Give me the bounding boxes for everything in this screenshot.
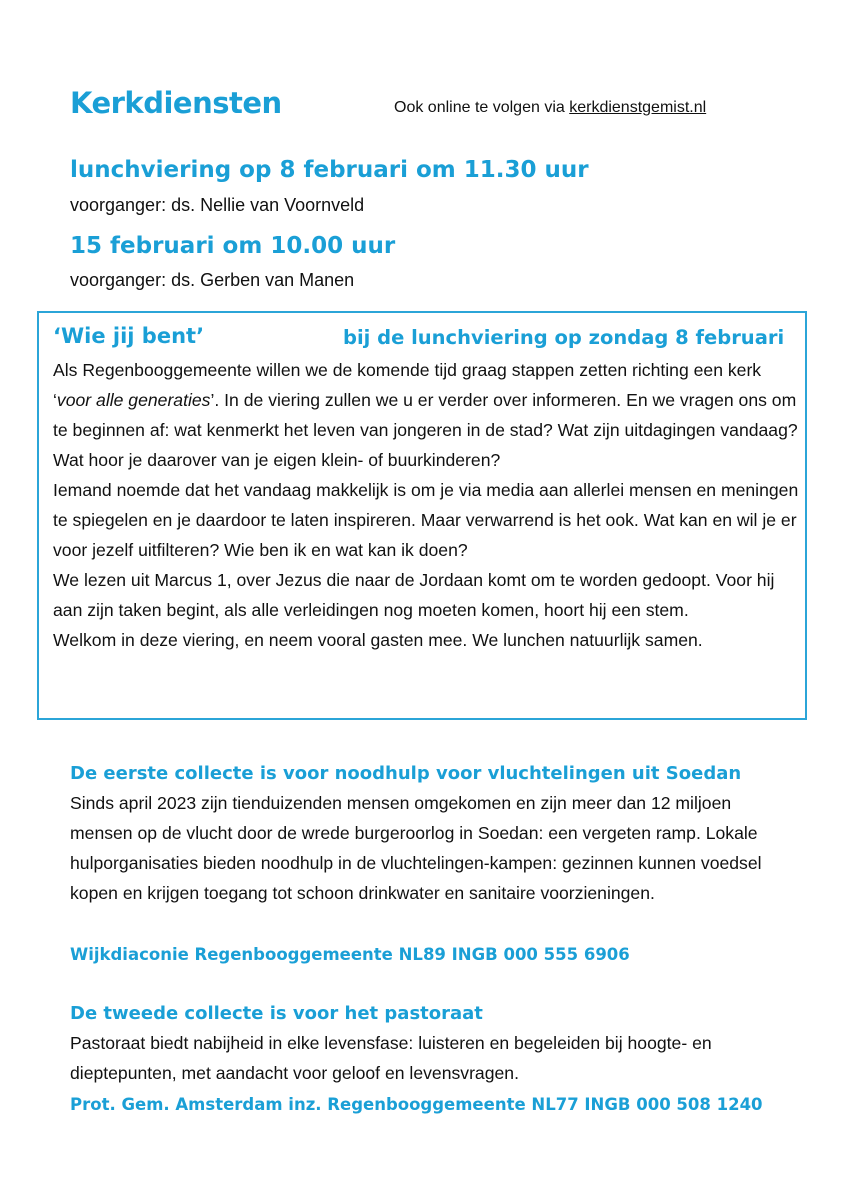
text: Pastoraat biedt nabijheid in elke levensfase: luisteren en begeleiden bij hoogte- en dieptepunten, met aandacht voor geloof en levensvragen. [70, 1033, 712, 1083]
kerkdienstgemist-link[interactable]: kerkdienstgemist.nl [569, 99, 707, 116]
collection-2-heading: De tweede collecte is voor het pastoraat [70, 1003, 483, 1024]
emphasis: voor alle generaties [56, 390, 211, 410]
page-title: Kerkdiensten [70, 86, 282, 120]
text: Als Regenbooggemeente willen we de komende tijd graag stappen zetten richting een kerk ‘ [53, 360, 762, 410]
box-paragraph-2: Iemand noemde dat het vandaag makkelijk is om je via media aan allerlei mensen en meningen te spiegelen en je daardoor te laten inspireren. Maar verwarrend is het ook. Wat kan en wil je er voor jezelf uitfilteren? Wie ben ik en wat kan ik doen? [53, 480, 799, 560]
box-paragraph-3: We lezen uit Marcus 1, over Jezus die naar de Jordaan komt om te worden gedoopt. Voor hij aan zijn taken begint, als alle verleidingen nog moeten komen, hoort hij een stem. [53, 570, 775, 620]
online-notice [394, 99, 706, 117]
service-preacher-2: voorganger: ds. Gerben van Manen [70, 270, 355, 290]
online-prefix: Ook online te volgen via [394, 99, 570, 116]
collection-1-heading: De eerste collecte is voor noodhulp voor vluchtelingen uit Soedan [70, 763, 742, 784]
collection-2-account: Prot. Gem. Amsterdam inz. Regenbooggemeente NL77 INGB 000 508 1240 [70, 1095, 763, 1114]
box-title: ‘Wie jij bent’ [53, 324, 205, 348]
box-subtitle: bij de lunchviering op zondag 8 februari [343, 326, 785, 349]
text: Sinds april 2023 zijn tienduizenden mensen omgekomen en zijn meer dan 12 miljoen mensen op de vlucht door de wrede burgeroorlog in Soedan: een vergeten ramp. Lokale hulporganisaties bieden noodhulp in de vluchtelingen-kampen: gezinnen kunnen voedsel kopen en krijgen toegang tot schoon drinkwater en sanitaire voorzieningen. [70, 793, 762, 903]
box-paragraph-4: Welkom in deze viering, en neem vooral gasten mee. We lunchen natuurlijk samen. [53, 630, 703, 650]
box-body [53, 355, 803, 655]
service-heading-2: 15 februari om 10.00 uur [70, 233, 396, 259]
collection-1-account: Wijkdiaconie Regenbooggemeente NL89 INGB 000 555 6906 [70, 945, 630, 964]
service-preacher-1: voorganger: ds. Nellie van Voornveld [70, 195, 365, 215]
text: ’. In de viering zullen we u er verder over informeren. En we vragen ons om te beginnen af: wat kenmerkt het leven van jongeren in de stad? Wat zijn uitdagingen vandaag? Wat hoor je daarover van je eigen klein- of buurkinderen? [53, 390, 798, 470]
box-paragraph-1 [53, 355, 803, 475]
service-heading-1: lunchviering op 8 februari om 11.30 uur [70, 157, 589, 183]
collection-2-body [70, 1028, 790, 1088]
collection-1-body [70, 788, 790, 908]
